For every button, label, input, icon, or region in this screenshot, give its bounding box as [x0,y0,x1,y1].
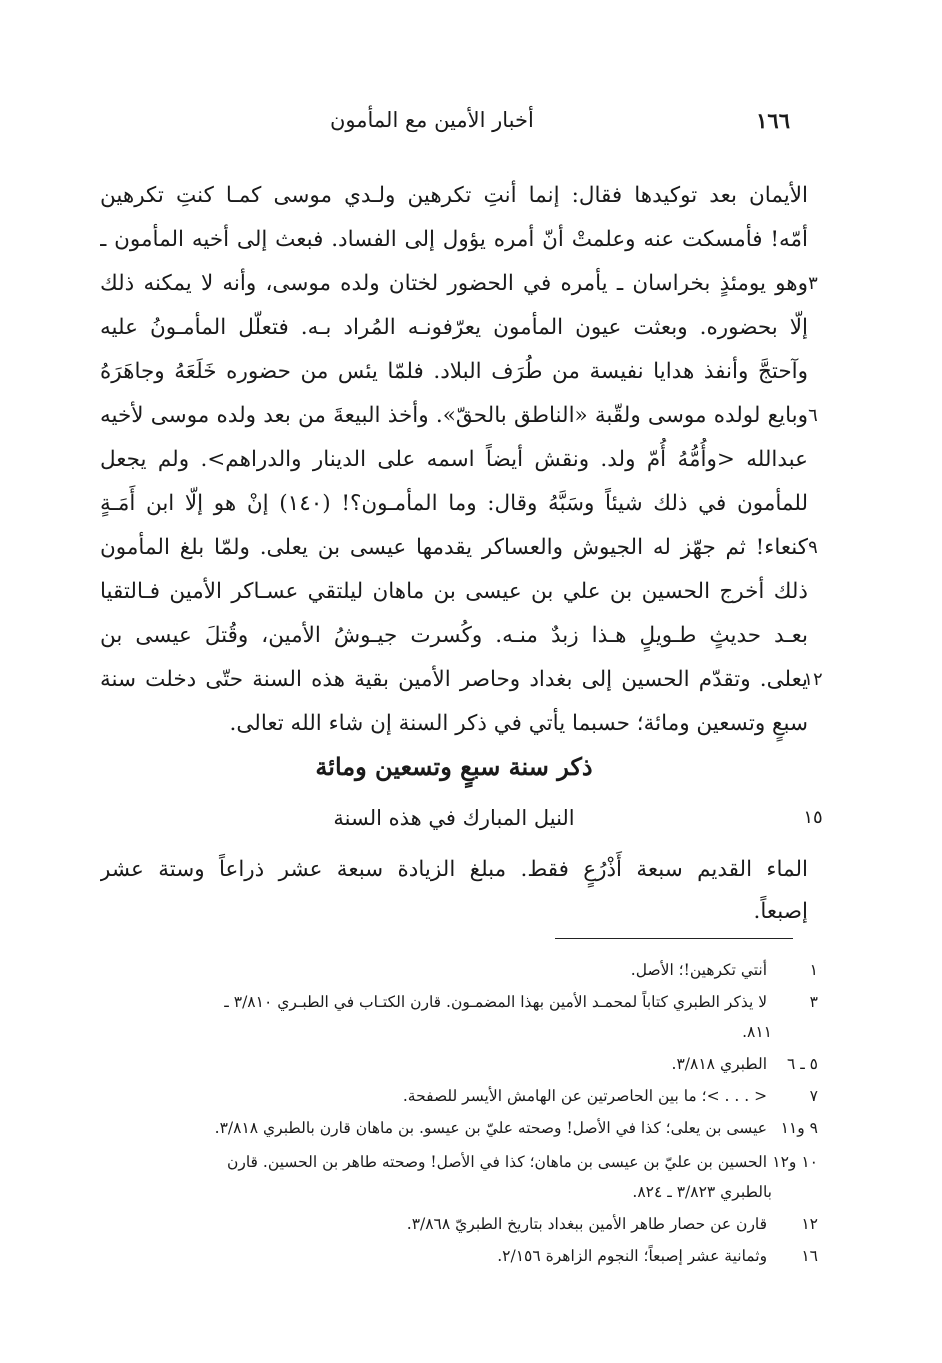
text-line: سبعٍ وتسعين ومائة؛ حسبما يأتي في ذكر السنة إن شاء الله تعالى. [229,711,808,736]
text-line: بعـد حديثٍ طـويلٍ هـذا زبدٌ منـه. وكُسرت جيـوشُ الأمين، وقُتلَ عيسى بن [100,623,808,648]
line-number: ٦ [808,405,818,426]
footnote-text: الطبري ٣/٨١٨. [671,1055,768,1073]
page-number: ١٦٦ [756,107,790,133]
footnote-continuation: بالطبري ٣/٨٢٣ ـ ٨٢٤. [632,1183,772,1201]
line-number: ١٢ [803,669,823,690]
text-line: الأيمان بعد توكيدها فقال: إنما أنتِ تكرهين ولـدي موسى كمـا كنتِ تكرهين [100,183,808,208]
footnote-number: ٩ و١١ [780,1119,818,1137]
footnote [100,954,818,986]
footnote-number: ١٢ [801,1215,818,1233]
footnote [100,1208,818,1240]
text-line: أمّه! فأمسكت عنه وعلمتْ أنّ أمره يؤول إلى الفساد. فبعث إلى أخيه المأمون ـ [100,227,808,252]
footnote [100,1240,818,1272]
footnote-text: < . . . >؛ ما بين الحاصرتين عن الهامش الأيسر للصفحة. [402,1087,768,1105]
text-line: ذلك أخرج الحسين بن علي بن عيسى بن ماهان ليلتقي عسـاكر الأمين فـالتقيا [100,579,808,604]
text-line: إصبعاً. [753,899,808,924]
footnote [100,1112,818,1144]
footnote-number: ١ [809,961,818,979]
text-line: إلّا بحضوره. وبعثت عيون المأمون يعرّفونـه المُراد بـه. فتعلّل المأمـونُ عليه [100,315,808,340]
footnote-number: ١٦ [801,1247,818,1265]
line-number: ١٥ [803,807,823,828]
footnote-number: ٥ ـ ٦ [786,1055,818,1073]
running-title: أخبار الأمين مع المأمون [330,108,534,132]
footnote-number: ٧ [809,1087,818,1105]
footnote-text: أنتي تكرهين!؛ الأصل. [630,961,768,979]
footnote-text: عيسى بن يعلى؛ كذا في الأصل! وصحته عليّ بن عيسو. بن ماهان قارن بالطبري ٣/٨١٨. [214,1119,768,1137]
footnote-text: الحسين بن عليّ بن عيسى بن ماهان؛ كذا في الأصل! وصحته طاهر بن الحسين. قارن [226,1153,768,1171]
page-header [330,100,790,140]
text-line: للمأمون في ذلك شيئاً وسَبَّهُ وقال: وما المأمـون؟! (١٤٠) إنْ هو إلّا ابن أَمَـةٍ [100,491,808,516]
footnote [100,1146,818,1178]
footnote-text: لا يذكر الطبري كتاباً لمحمـد الأمين بهذا المضمـون. قارن الكتـاب في الطبـري ٣/٨١٠ ـ [224,993,768,1011]
text-line: وهو يومئذٍ بخراسان ـ يأمره في الحضور لختان ولده موسى، وأنه لا يمكنه ذلك [100,271,808,296]
footnote [100,1080,818,1112]
text-line: كنعاء! ثم جهّز له الجيوش والعساكر يقدمها عيسى بن يعلى. ولمّا بلغ المأمون [100,535,808,560]
line-number: ٩ [808,537,818,558]
text-line: عبدالله <وأُمُّهُ أُمّ ولد. ونقش أيضاً اسمه على الدينار والدراهم>. ولم يجعل [100,447,808,472]
section-title: ذكر سنة سبعٍ وتسعين ومائة [315,752,593,781]
text-line: وآحتجَّ وأنفذ هدايا نفيسة من طُرَف البلاد. فلمّا يئس من حضوره خَلَعَهُ وجاهَرَهُ [100,359,808,384]
footnote-number: ١٠ و١٢ [772,1153,818,1171]
line-number: ٣ [808,273,818,294]
text-line: الماء القديم سبعة أَذْرُعٍ فقط. مبلغ الزيادة سبعة عشر ذراعاً وستة عشر [100,857,808,882]
footnote [100,986,818,1018]
text-line: يعلى. وتقدّم الحسين إلى بغداد وحاصر الأمين بقية هذه السنة حتّى دخلت سنة [100,667,808,692]
footnote-continuation: ٨١١. [742,1023,772,1041]
footnote-divider [555,938,793,939]
subsection-title: النيل المبارك في هذه السنة [333,806,575,830]
text-line: وبايع لولده موسى ولقّبة «الناطق بالحقّ». وأخذ البيعةَ من بعد ولده موسى لأخيه [100,403,808,428]
footnote-text: وثمانية عشر إصبعاً؛ النجوم الزاهرة ٢/١٥٦. [497,1247,768,1265]
footnote-number: ٣ [809,993,818,1011]
footnote [100,1048,818,1080]
footnote-text: قارن عن حصار طاهر الأمين ببغداد بتاريخ الطبريّ ٣/٨٦٨. [406,1215,768,1233]
